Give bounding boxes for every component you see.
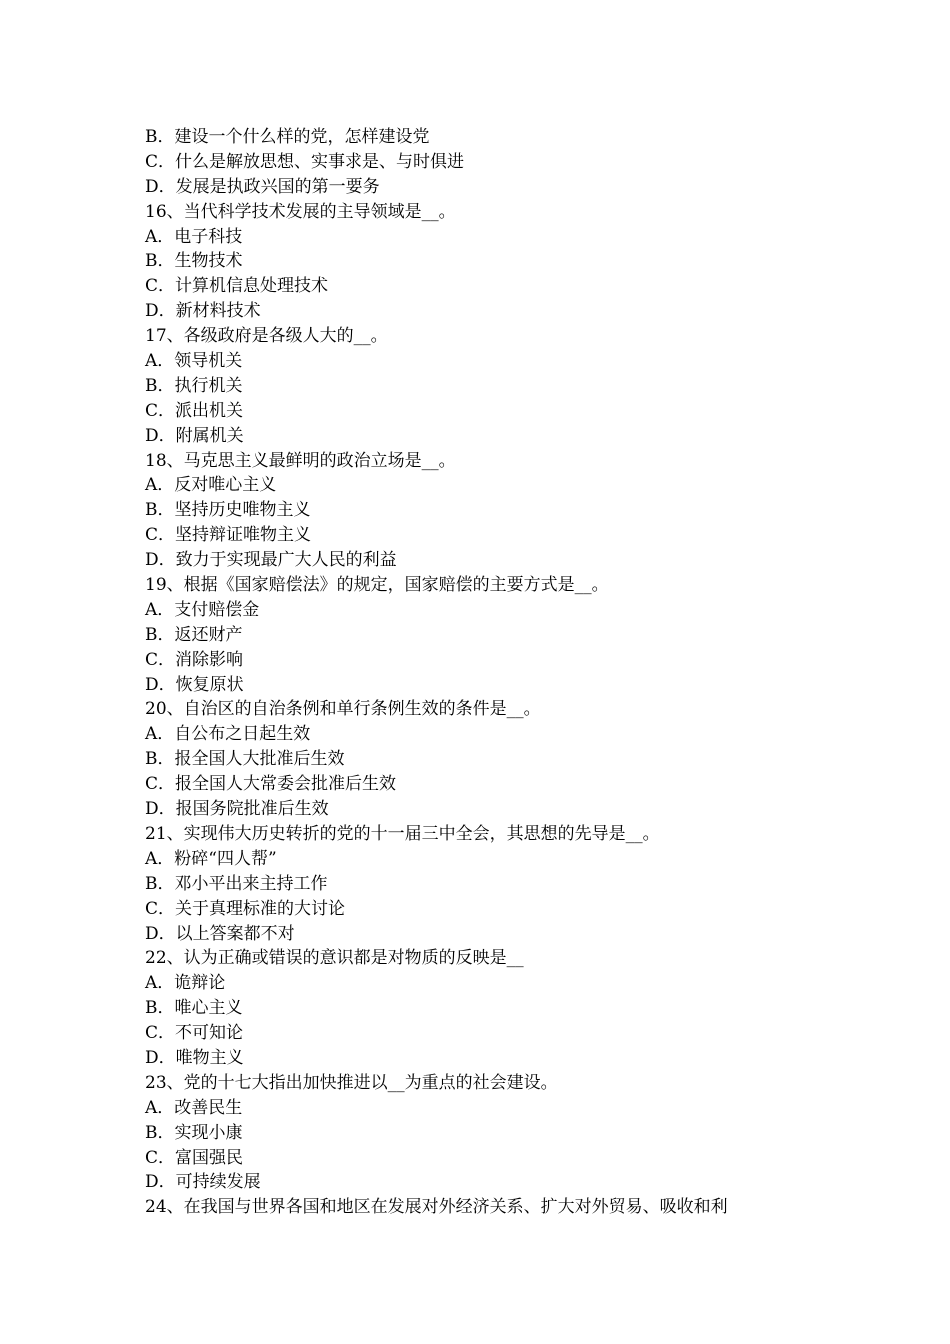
text-line: 24、在我国与世界各国和地区在发展对外经济关系、扩大对外贸易、吸收和利 — [145, 1197, 728, 1218]
text-line: A．领导机关 — [145, 351, 243, 372]
text-line: C．计算机信息处理技术 — [145, 276, 329, 297]
text-line: B．返还财产 — [145, 624, 243, 645]
text-line: D．致力于实现最广大人民的利益 — [145, 550, 397, 571]
document-body — [145, 125, 865, 1220]
text-line: D．可持续发展 — [145, 1172, 261, 1193]
text-line: B．执行机关 — [145, 375, 243, 396]
text-line: B．报全国人大批准后生效 — [145, 749, 345, 770]
text-line: A．支付赔偿金 — [145, 599, 260, 620]
text-line: B．建设一个什么样的党，怎样建设党 — [145, 127, 430, 147]
text-line: C．报全国人大常委会批准后生效 — [145, 774, 397, 795]
text-line: C．富国强民 — [145, 1147, 244, 1168]
text-line: A．电子科技 — [145, 226, 243, 247]
text-line: A．自公布之日起生效 — [145, 724, 311, 745]
text-line: B．邓小平出来主持工作 — [145, 873, 328, 894]
text-line: C．坚持辩证唯物主义 — [145, 525, 312, 546]
text-line: 22、认为正确或错误的意识都是对物质的反映是__ — [145, 948, 524, 969]
text-line: B．生物技术 — [145, 251, 243, 272]
text-line: C．不可知论 — [145, 1023, 244, 1044]
text-line: A．诡辩论 — [145, 973, 226, 994]
text-line: D．恢复原状 — [145, 674, 244, 695]
text-line: 23、党的十七大指出加快推进以__为重点的社会建设。 — [145, 1072, 558, 1093]
text-line: 21、实现伟大历史转折的党的十一届三中全会，其思想的先导是__。 — [145, 823, 660, 844]
text-line: B．坚持历史唯物主义 — [145, 500, 311, 521]
text-line: 17、各级政府是各级人大的__。 — [145, 326, 388, 347]
text-line: C．派出机关 — [145, 400, 244, 421]
text-line: B．唯心主义 — [145, 998, 243, 1019]
text-line: C．什么是解放思想、实事求是、与时俱进 — [145, 151, 465, 172]
text-line: C．关于真理标准的大讨论 — [145, 898, 346, 919]
text-line: 19、根据《国家赔偿法》的规定，国家赔偿的主要方式是__。 — [145, 575, 609, 596]
text-line: 16、当代科学技术发展的主导领域是__。 — [145, 201, 456, 222]
text-line: D．新材料技术 — [145, 301, 261, 322]
text-line: 20、自治区的自治条例和单行条例生效的条件是__。 — [145, 699, 541, 720]
text-line: D．报国务院批准后生效 — [145, 799, 329, 820]
text-line: B．实现小康 — [145, 1122, 243, 1143]
text-line: D．唯物主义 — [145, 1047, 244, 1068]
text-line: D．发展是执政兴国的第一要务 — [145, 176, 380, 197]
text-line: A．粉碎“四人帮” — [145, 848, 277, 869]
text-line: A．改善民生 — [145, 1097, 243, 1118]
text-line: D．附属机关 — [145, 425, 244, 446]
text-line: C．消除影响 — [145, 649, 244, 670]
text-line: 18、马克思主义最鲜明的政治立场是__。 — [145, 450, 456, 471]
text-line: D．以上答案都不对 — [145, 923, 295, 944]
text-line: A．反对唯心主义 — [145, 475, 277, 496]
